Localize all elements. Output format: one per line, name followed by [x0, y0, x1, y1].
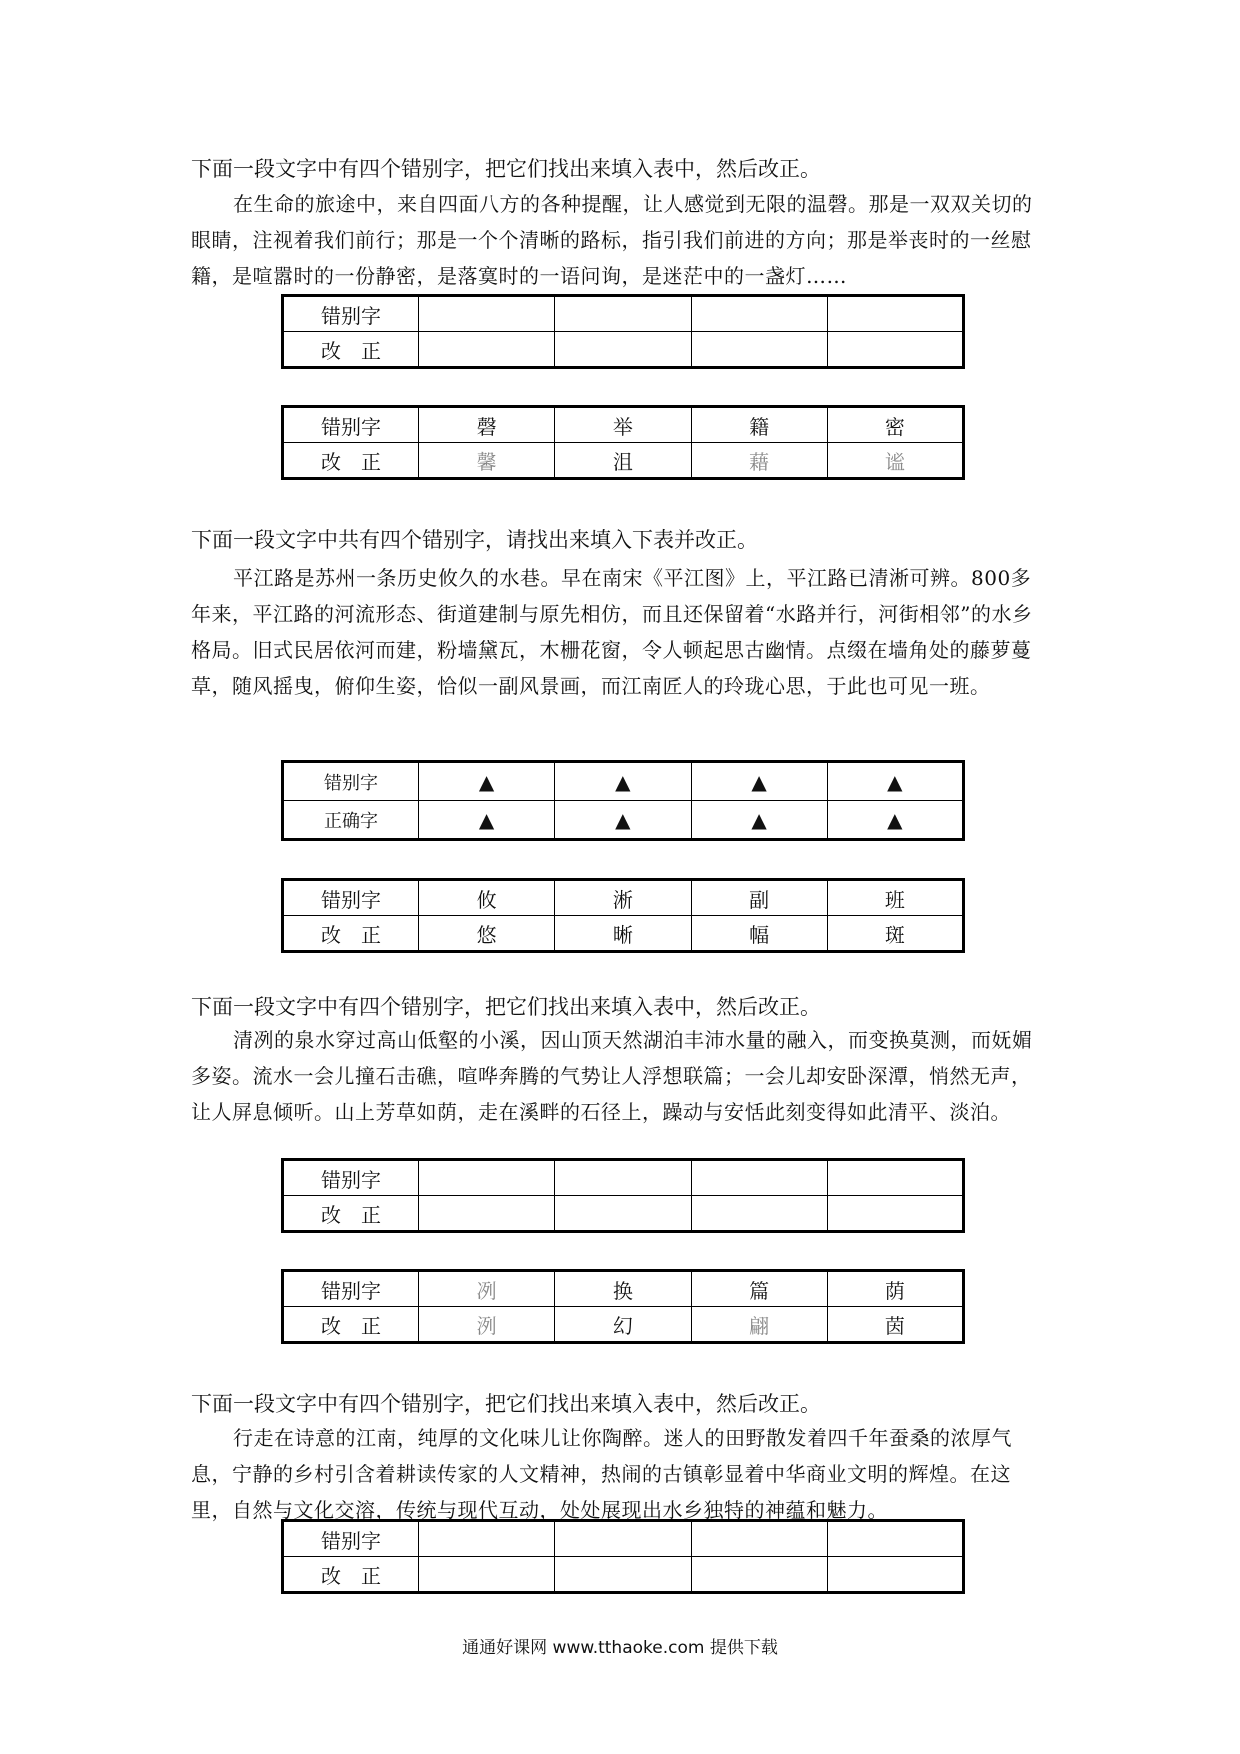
section1-instruction: 下面一段文字中有四个错别字，把它们找出来填入表中，然后改正。 [191, 157, 821, 181]
section2-answer-table [281, 878, 965, 953]
section4-blank-table [281, 1519, 965, 1594]
blank-cell[interactable] [827, 1521, 963, 1557]
row-label-correct: 改 正 [283, 1557, 419, 1593]
wrong-char: 荫 [827, 1271, 963, 1307]
wrong-char: 淅 [555, 880, 691, 916]
wrong-char: 攸 [419, 880, 555, 916]
section1-blank-table [281, 294, 965, 369]
blank-cell[interactable] [419, 296, 555, 332]
section2-passage: 平江路是苏州一条历史攸久的水巷。早在南宋《平江图》上，平江路已清淅可辨。800多年来，平江路的河流形态、街道建制与原先相仿，而且还保留着“水路并行，河街相邻”的水乡格局。旧式民居依河而建，粉墙黛瓦，木栅花窗，令人顿起思古幽情。点缀在墙角处的藤萝蔓草，随风摇曳，俯仰生姿，恰似一副风景画，而江南匠人的玲珑心思，于此也可见一班。 [191, 566, 1033, 698]
correct-char: 斑 [827, 916, 963, 952]
wrong-char: 举 [555, 407, 691, 443]
blank-cell[interactable] [827, 296, 963, 332]
section1-passage: 在生命的旅途中，来自四面八方的各种提醒，让人感觉到无限的温磬。那是一双双关切的眼睛，注视着我们前行；那是一个个清晰的路标，指引我们前进的方向；那是举丧时的一丝慰籍，是喧嚣时的一份静密，是落寞时的一语问询，是迷茫中的一盏灯…… [191, 192, 1033, 288]
blank-cell[interactable] [691, 1557, 827, 1593]
blank-cell[interactable] [827, 332, 963, 368]
answer-mark[interactable]: ▲ [555, 801, 691, 840]
section3-instruction: 下面一段文字中有四个错别字，把它们找出来填入表中，然后改正。 [191, 995, 821, 1019]
row-label-wrong: 错别字 [283, 1160, 419, 1196]
section3-passage: 清冽的泉水穿过高山低壑的小溪，因山顶天然湖泊丰沛水量的融入，而变换莫测，而妩媚多姿。流水一会儿撞石击礁，喧哗奔腾的气势让人浮想联篇；一会儿却安卧深潭，悄然无声，让人屏息倾听。山上芳草如荫，走在溪畔的石径上，躁动与安恬此刻变得如此清平、淡泊。 [191, 1028, 1033, 1124]
blank-cell[interactable] [419, 1521, 555, 1557]
download-credit-footer: 通通好课网 www.tthaoke.com 提供下载 [462, 1638, 778, 1658]
answer-mark[interactable]: ▲ [827, 801, 963, 840]
wrong-char: 副 [691, 880, 827, 916]
answer-mark[interactable]: ▲ [419, 762, 555, 801]
correct-char: 馨 [419, 443, 555, 479]
blank-cell[interactable] [555, 332, 691, 368]
blank-cell[interactable] [691, 332, 827, 368]
section2-instruction: 下面一段文字中共有四个错别字，请找出来填入下表并改正。 [191, 528, 758, 552]
correct-char: 翩 [691, 1307, 827, 1343]
blank-cell[interactable] [419, 332, 555, 368]
blank-cell[interactable] [555, 1160, 691, 1196]
section1-answer-table [281, 405, 965, 480]
section2-blank-table [281, 760, 965, 841]
wrong-char: 班 [827, 880, 963, 916]
blank-cell[interactable] [419, 1557, 555, 1593]
blank-cell[interactable] [691, 1196, 827, 1232]
row-label-correct: 正确字 [283, 801, 419, 840]
correct-char: 沮 [555, 443, 691, 479]
row-label-wrong: 错别字 [283, 296, 419, 332]
wrong-char: 冽 [419, 1271, 555, 1307]
blank-cell[interactable] [555, 1196, 691, 1232]
row-label-wrong: 错别字 [283, 1271, 419, 1307]
correct-char: 晰 [555, 916, 691, 952]
blank-cell[interactable] [691, 1521, 827, 1557]
blank-cell[interactable] [555, 1521, 691, 1557]
blank-cell[interactable] [555, 296, 691, 332]
section3-blank-table [281, 1158, 965, 1233]
blank-cell[interactable] [827, 1160, 963, 1196]
blank-cell[interactable] [419, 1196, 555, 1232]
row-label-wrong: 错别字 [283, 407, 419, 443]
row-label-correct: 改 正 [283, 1307, 419, 1343]
correct-char: 悠 [419, 916, 555, 952]
wrong-char: 磬 [419, 407, 555, 443]
blank-cell[interactable] [419, 1160, 555, 1196]
blank-cell[interactable] [691, 1160, 827, 1196]
blank-cell[interactable] [827, 1557, 963, 1593]
blank-cell[interactable] [691, 296, 827, 332]
correct-char: 藉 [691, 443, 827, 479]
wrong-char: 换 [555, 1271, 691, 1307]
correct-char: 幻 [555, 1307, 691, 1343]
correct-char: 洌 [419, 1307, 555, 1343]
row-label-wrong: 错别字 [283, 762, 419, 801]
answer-mark[interactable]: ▲ [555, 762, 691, 801]
row-label-wrong: 错别字 [283, 880, 419, 916]
answer-mark[interactable]: ▲ [419, 801, 555, 840]
correct-char: 茵 [827, 1307, 963, 1343]
wrong-char: 篇 [691, 1271, 827, 1307]
wrong-char: 密 [827, 407, 963, 443]
correct-char: 幅 [691, 916, 827, 952]
section3-answer-table [281, 1269, 965, 1344]
section4-instruction: 下面一段文字中有四个错别字，把它们找出来填入表中，然后改正。 [191, 1392, 821, 1416]
answer-mark[interactable]: ▲ [827, 762, 963, 801]
row-label-correct: 改 正 [283, 332, 419, 368]
blank-cell[interactable] [555, 1557, 691, 1593]
row-label-wrong: 错别字 [283, 1521, 419, 1557]
answer-mark[interactable]: ▲ [691, 762, 827, 801]
blank-cell[interactable] [827, 1196, 963, 1232]
row-label-correct: 改 正 [283, 443, 419, 479]
correct-char: 谧 [827, 443, 963, 479]
row-label-correct: 改 正 [283, 1196, 419, 1232]
row-label-correct: 改 正 [283, 916, 419, 952]
answer-mark[interactable]: ▲ [691, 801, 827, 840]
wrong-char: 籍 [691, 407, 827, 443]
section4-passage: 行走在诗意的江南，纯厚的文化味儿让你陶醉。迷人的田野散发着四千年蚕桑的浓厚气息，宁静的乡村引含着耕读传家的人文精神，热闹的古镇彰显着中华商业文明的辉煌。在这里，自然与文化交溶，传统与现代互动，处处展现出水乡独特的神蕴和魅力。 [191, 1426, 1012, 1522]
